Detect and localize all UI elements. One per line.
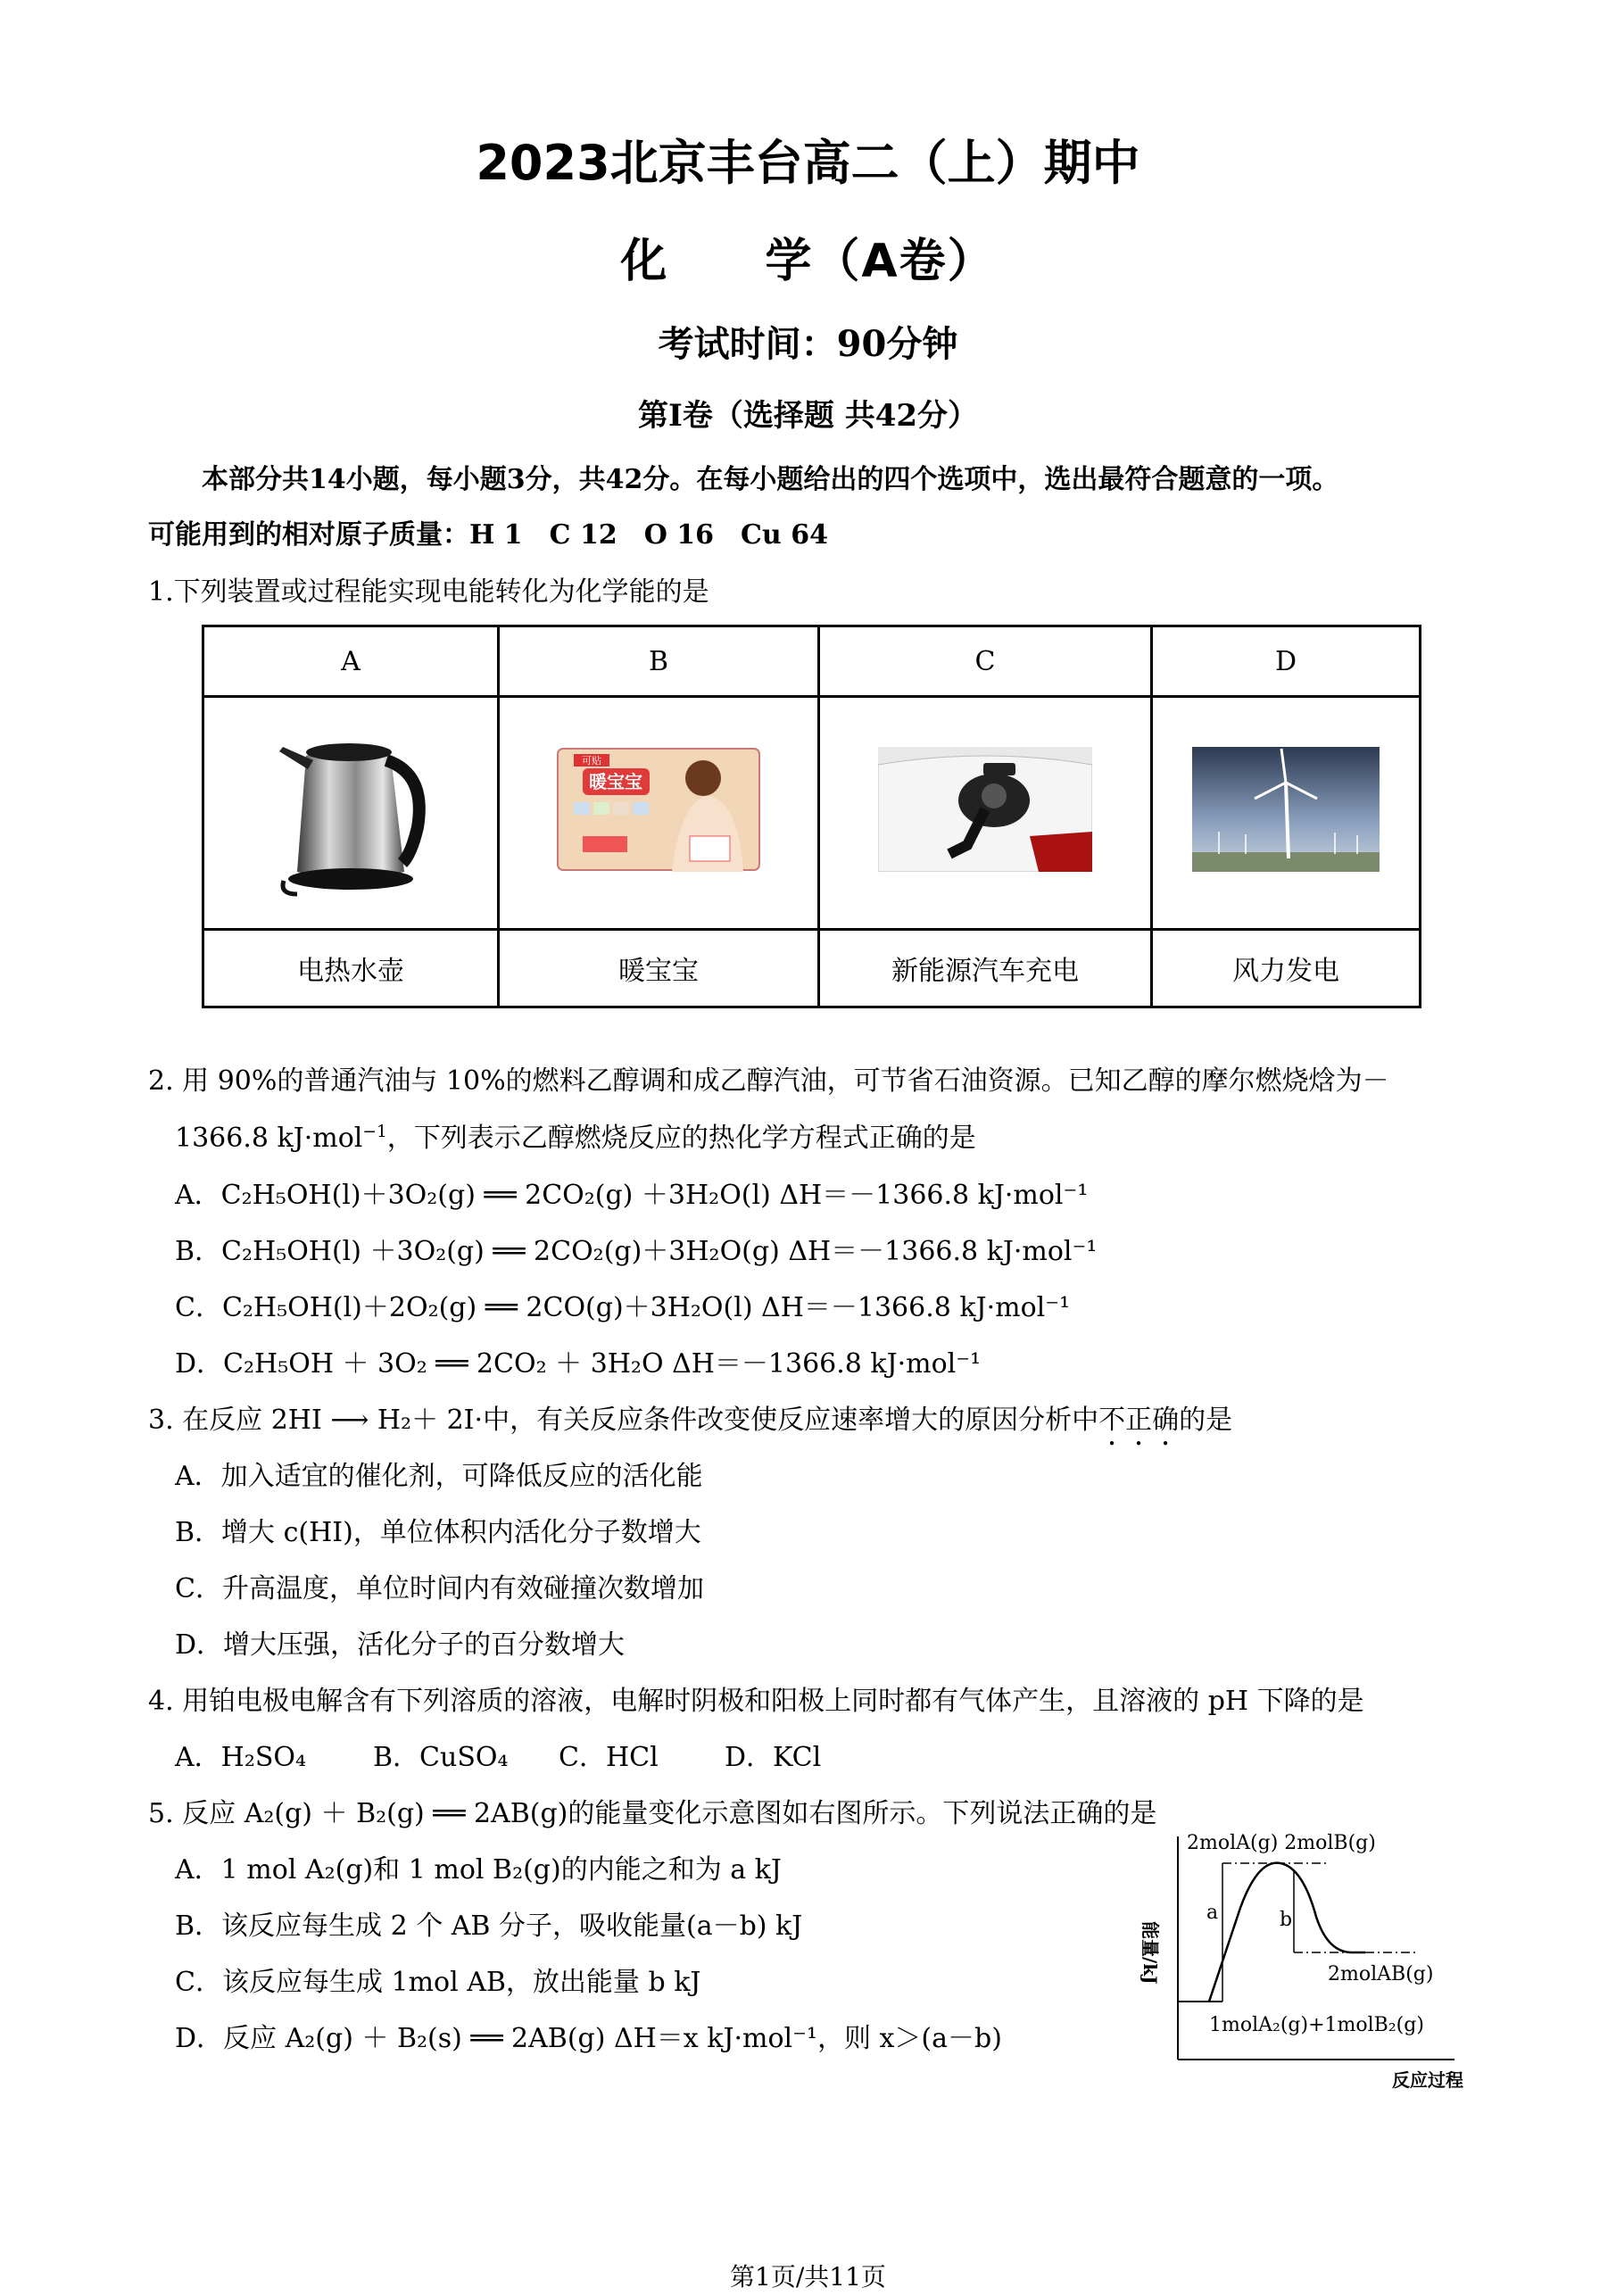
q2-stem-line2 [175,1115,976,1155]
q3-option-b: B．增大 c(HI)，单位体积内活化分子数增大 [175,1517,701,1548]
q3-option-d: D．增大压强，活化分子的百分数增大 [175,1629,626,1661]
warmer-text: 暖宝宝 [589,771,642,792]
kettle-image-cell [203,697,499,930]
car-image-cell [819,697,1152,930]
q2-option-c: C．C₂H₅OH(l)＋2O₂(g) ══ 2CO(g)＋3H₂O(l) ΔH＝－1366.8 kJ·mol⁻¹ [175,1292,1071,1323]
q4-option-d: D．KCl [725,1742,822,1773]
q2-stem-value: 1366.8 kJ·mol [175,1123,363,1154]
product-level-label: 2molAB(g) [1328,1963,1434,1985]
warmer-image-cell [499,697,819,930]
q1-table [202,625,1421,1008]
q1-col-d: D [1152,626,1421,697]
q5-option-a: A．1 mol A₂(g)和 1 mol B₂(g)的内能之和为 a kJ [175,1854,782,1886]
exam-time: 考试时间：90分钟 [658,323,958,365]
car-charging-image [878,747,1092,872]
q2-option-b: B．C₂H₅OH(l) ＋3O₂(g) ══ 2CO₂(g)＋3H₂O(g) ΔH＝－1366.8 kJ·mol⁻¹ [175,1236,1098,1267]
q3-emphasis: 不正确 [1098,1405,1180,1436]
a-label: a [1206,1902,1219,1924]
q1-label-a: 电热水壶 [203,930,499,1007]
q1-label-c: 新能源汽车充电 [819,930,1152,1007]
q5-stem: 5. 反应 A₂(g) ＋ B₂(g) ══ 2AB(g)的能量变化示意图如右图所示。下列说法正确的是 [148,1798,1157,1829]
q5-option-b: B．该反应每生成 2 个 AB 分子，吸收能量(a－b) kJ [175,1911,803,1942]
q1-col-b: B [499,626,819,697]
q3-stem [148,1397,1232,1452]
q3-option-a: A．加入适宜的催化剂，可降低反应的活化能 [175,1461,703,1492]
x-axis-label: 反应过程 [1392,2069,1463,2091]
page-footer: 第1页/共11页 [730,2262,886,2292]
q1-label-d: 风力发电 [1152,930,1421,1007]
q4-option-c: C．HCl [559,1742,659,1773]
q1-label-b: 暖宝宝 [499,930,819,1007]
y-axis-label: 能量/kJ [1139,1921,1161,1985]
q2-stem-line1: 2. 用 90%的普通汽油与 10%的燃料乙醇调和成乙醇汽油，可节省石油资源。已知乙醇的摩尔燃烧焓为－ [148,1065,1389,1097]
q2-stem-sup: −1 [362,1123,387,1141]
top-level-label: 2molA(g) 2molB(g) [1187,1832,1376,1854]
q3-option-c: C．升高温度，单位时间内有效碰撞次数增加 [175,1573,704,1604]
q1-stem: 1.下列装置或过程能实现电能转化为化学能的是 [148,576,709,608]
wind-turbine-image [1192,747,1380,872]
warmer-brand: 可贴 [582,755,601,767]
q2-option-d: D．C₂H₅OH ＋ 3O₂ ══ 2CO₂ ＋ 3H₂O ΔH＝－1366.8 kJ·mol⁻¹ [175,1348,982,1380]
exam-title: 2023北京丰台高二（上）期中 [476,135,1140,191]
section-heading: 第Ⅰ卷（选择题 共42分） [637,398,979,434]
q5-option-c: C．该反应每生成 1mol AB，放出能量 b kJ [175,1967,701,1998]
kettle-image [270,720,431,899]
instruction-text: 本部分共14小题，每小题3分，共42分。在每小题给出的四个选项中，选出最符合题意的一项。 [202,464,1339,495]
reactant-level-label: 1molA₂(g)+1molB₂(g) [1209,2014,1424,2036]
q3-stem-text: 3. 在反应 2HI ⟶ H₂＋ 2I·中，有关反应条件改变使反应速率增大的原因分析中 [148,1405,1099,1436]
q3-stem-end: 的是 [1179,1405,1233,1436]
q5-option-d: D．反应 A₂(g) ＋ B₂(s) ══ 2AB(g) ΔH＝x kJ·mol⁻¹，则 x＞(a－b) [175,2023,1002,2054]
q4-option-a: A．H₂SO₄ [175,1742,307,1773]
warmer-image [556,747,761,872]
q4-stem: 4. 用铂电极电解含有下列溶质的溶液，电解时阴极和阳极上同时都有气体产生，且溶液的 pH 下降的是 [148,1686,1364,1717]
energy-diagram [1124,1828,1463,2095]
wind-image-cell [1152,697,1421,930]
q1-col-a: A [203,626,499,697]
q1-col-c: C [819,626,1152,697]
atomic-mass-text: 可能用到的相对原子质量：H 1 C 12 O 16 Cu 64 [148,519,828,551]
b-label: b [1280,1909,1293,1931]
q2-stem-rest: ，下列表示乙醇燃烧反应的热化学方程式正确的是 [386,1123,976,1154]
q2-option-a: A．C₂H₅OH(l)＋3O₂(g) ══ 2CO₂(g) ＋3H₂O(l) ΔH＝－1366.8 kJ·mol⁻¹ [175,1180,1089,1211]
subject-title: 化 学（A卷） [620,235,996,288]
q4-option-b: B．CuSO₄ [373,1742,509,1773]
